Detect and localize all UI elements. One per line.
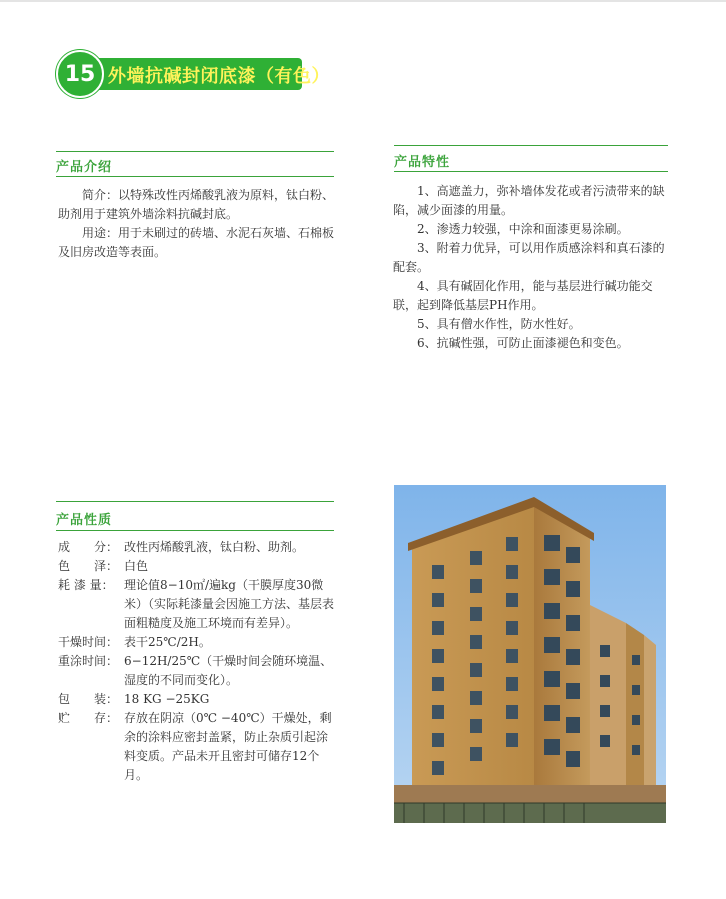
properties-top-rule bbox=[56, 501, 334, 502]
property-row bbox=[58, 557, 338, 576]
feature-item: 5、具有僧水作性，防水性好。 bbox=[417, 317, 581, 331]
property-key: 色 泽： bbox=[58, 559, 119, 573]
title-banner bbox=[56, 50, 330, 98]
properties-heading-block bbox=[56, 509, 112, 528]
intro-heading: 产品介绍 bbox=[56, 160, 113, 175]
property-key: 干燥时间： bbox=[58, 635, 119, 649]
feature-item: 6、抗碱性强，可防止面漆褪色和变色。 bbox=[417, 336, 629, 350]
property-key: 成 分： bbox=[58, 540, 119, 554]
property-value: 18 KG −25KG bbox=[124, 692, 210, 706]
property-value: 存放在阴凉（0℃ −40℃）干燥处，剩余的涂料应密封盖紧，防止杂质引起涂料变质。产品未开且密封可储存12个月。 bbox=[124, 711, 332, 782]
properties-heading: 产品性质 bbox=[56, 513, 113, 528]
features-bottom-rule bbox=[394, 171, 668, 172]
feature-item: 3、附着力优异，可以用作质感涂料和真石漆的配套。 bbox=[393, 241, 665, 274]
top-rule bbox=[0, 0, 726, 2]
building-photo bbox=[394, 485, 666, 823]
property-row bbox=[58, 652, 338, 690]
section-number-badge: 15 bbox=[56, 50, 104, 98]
features-heading: 产品特性 bbox=[394, 155, 451, 170]
page-title: 外墙抗碱封闭底漆（有色） bbox=[108, 66, 330, 87]
property-value: 6−12H/25℃（干燥时间会随环境温、湿度的不同而变化）。 bbox=[124, 654, 333, 687]
features-list bbox=[393, 182, 669, 353]
intro-paragraph: 用途：用于未刷过的砖墙、水泥石灰墙、石棉板及旧房改造等表面。 bbox=[58, 226, 335, 259]
property-key: 耗 漆 量： bbox=[58, 578, 114, 592]
features-top-rule bbox=[394, 145, 668, 146]
feature-item: 1、高遮盖力，弥补墙体发花或者污渍带来的缺陷，减少面漆的用量。 bbox=[393, 184, 665, 217]
property-row bbox=[58, 576, 338, 633]
properties-bottom-rule bbox=[56, 530, 334, 531]
properties-table bbox=[58, 538, 338, 785]
property-value: 理论值8−10㎡/遍kg（干膜厚度30微米）（实际耗漆量会因施工方法、基层表面粗糙度及施工环境而有差异）。 bbox=[124, 578, 335, 630]
intro-paragraph: 简介：以特殊改性丙烯酸乳液为原料，钛白粉、助剂用于建筑外墙涂料抗碱封底。 bbox=[58, 188, 335, 221]
property-row bbox=[58, 633, 338, 652]
property-key: 包 装： bbox=[58, 692, 119, 706]
property-row bbox=[58, 538, 338, 557]
property-value: 白色 bbox=[124, 559, 149, 573]
intro-bottom-rule bbox=[56, 176, 334, 177]
property-key: 贮 存： bbox=[58, 711, 119, 725]
features-heading-block bbox=[394, 151, 450, 170]
feature-item: 2、渗透力较强，中涂和面漆更易涂刷。 bbox=[417, 222, 629, 236]
property-value: 表干25℃/2H。 bbox=[124, 635, 211, 649]
property-value: 改性丙烯酸乳液，钛白粉、助剂。 bbox=[124, 540, 305, 554]
intro-body bbox=[58, 186, 336, 262]
feature-item: 4、具有碱固化作用，能与基层进行碱功能交联，起到降低基层PH作用。 bbox=[393, 279, 653, 312]
property-row bbox=[58, 690, 338, 709]
property-row bbox=[58, 709, 338, 785]
property-key: 重涂时间： bbox=[58, 654, 119, 668]
intro-top-rule bbox=[56, 151, 334, 152]
intro-heading-block bbox=[56, 156, 112, 175]
